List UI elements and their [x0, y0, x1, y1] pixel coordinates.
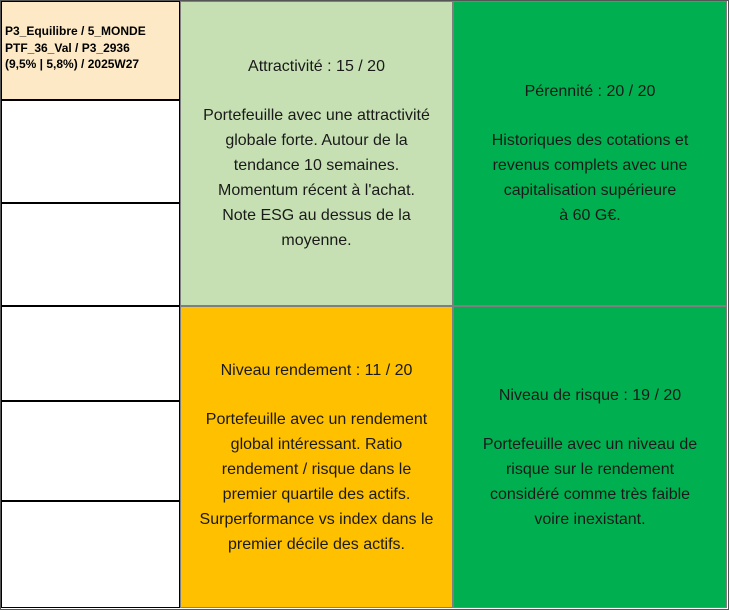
rendement-panel [180, 306, 453, 608]
perennite-description: Historiques des cotations et revenus complets avec une capitalisation supérieure à 60 G€. [491, 132, 689, 224]
empty-cell-3 [1, 306, 180, 401]
attractivite-title: Attractivité : 15 / 20 [248, 58, 385, 75]
risque-description: Portefeuille avec un niveau de risque sur le rendement considéré comme très faible voire inexistant. [482, 435, 698, 528]
rendement-title: Niveau rendement : 11 / 20 [220, 361, 413, 379]
empty-cell-2 [1, 203, 180, 306]
portfolio-header-text [5, 23, 146, 73]
portfolio-header-cell [1, 1, 180, 100]
risque-panel [453, 306, 727, 608]
attractivite-description: Portefeuille avec une attractivité globale forte. Autour de la tendance 10 semaines. Momentum récent à l'achat. Note ESG au dessus de la moyenne. [203, 107, 430, 249]
risque-title: Niveau de risque : 19 / 20 [498, 386, 682, 404]
header-line-3: (9,5% | 5,8%) / 2025W27 [5, 57, 140, 71]
header-line-1: P3_Equilibre / 5_MONDE [5, 24, 146, 38]
attractivite-panel [180, 1, 453, 306]
empty-cell-4 [1, 401, 180, 501]
perennite-panel [453, 1, 727, 306]
perennite-title: Pérennité : 20 / 20 [524, 83, 656, 100]
empty-cell-5 [1, 501, 180, 608]
header-line-2: PTF_36_Val / P3_2936 [5, 40, 130, 55]
empty-cell-1 [1, 100, 180, 203]
rendement-description: Portefeuille avec un rendement global intéressant. Ratio rendement / risque dans le premier quartile des actifs. Surperformance vs index dans le premier décile des actifs. [199, 410, 434, 553]
